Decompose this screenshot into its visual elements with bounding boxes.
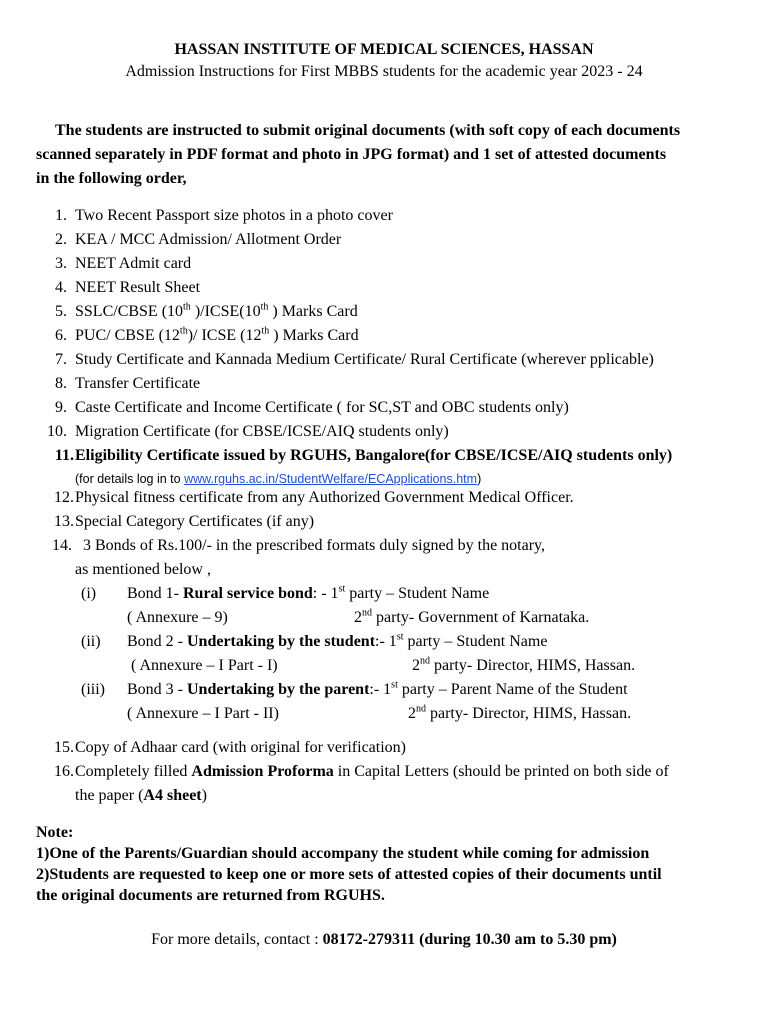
note-line-3: the original documents are returned from RGUHS.: [36, 887, 385, 904]
bonds-subline: as mentioned below ,: [75, 561, 211, 578]
institute-title: HASSAN INSTITUTE OF MEDICAL SCIENCES, HASSAN: [174, 41, 594, 58]
rguhs-link[interactable]: www.rguhs.ac.in/StudentWelfare/ECApplications.htm: [184, 472, 478, 486]
bond-second-party: 2nd party- Director, HIMS, Hassan.: [412, 655, 636, 674]
bond-second-party: 2nd party- Government of Karnataka.: [354, 607, 590, 626]
bond-second-party: 2nd party- Director, HIMS, Hassan.: [408, 703, 632, 722]
details-note: (for details log in to www.rguhs.ac.in/StudentWelfare/ECApplications.htm): [75, 472, 482, 486]
intro-line-2: scanned separately in PDF format and photo in JPG format) and 1 set of attested documents: [36, 146, 667, 163]
contact-phone: 08172-279311 (during 10.30 am to 5.30 pm): [322, 931, 617, 948]
proforma-subline: the paper (A4 sheet): [75, 787, 207, 804]
note-line-1: 1)One of the Parents/Guardian should accompany the student while coming for admission: [36, 845, 650, 862]
document-subtitle: Admission Instructions for First MBBS students for the academic year 2023 - 24: [125, 63, 643, 80]
bond-line: Bond 3 - Undertaking by the parent:- 1st party – Parent Name of the Student: [127, 679, 628, 698]
intro-line-1: The students are instructed to submit original documents (with soft copy of each documents: [55, 122, 681, 139]
bond-line: Bond 2 - Undertaking by the student:- 1st party – Student Name: [127, 631, 548, 650]
bond-roman: (i): [81, 585, 97, 602]
note-line-2: 2)Students are requested to keep one or more sets of attested copies of their documents until: [36, 866, 662, 883]
contact-line: For more details, contact : 08172-279311 (during 10.30 am to 5.30 pm): [151, 931, 617, 948]
intro-line-3: in the following order,: [36, 170, 187, 187]
bond-annexure: ( Annexure – 9): [127, 609, 228, 626]
bond-annexure: ( Annexure – I Part - II): [127, 705, 279, 722]
bond-line: Bond 1- Rural service bond: - 1st party – Student Name: [127, 583, 490, 602]
bond-roman: (ii): [81, 633, 101, 650]
note-heading: Note:: [36, 824, 74, 841]
bond-roman: (iii): [81, 681, 105, 698]
bond-annexure: ( Annexure – I Part - I): [131, 657, 278, 674]
